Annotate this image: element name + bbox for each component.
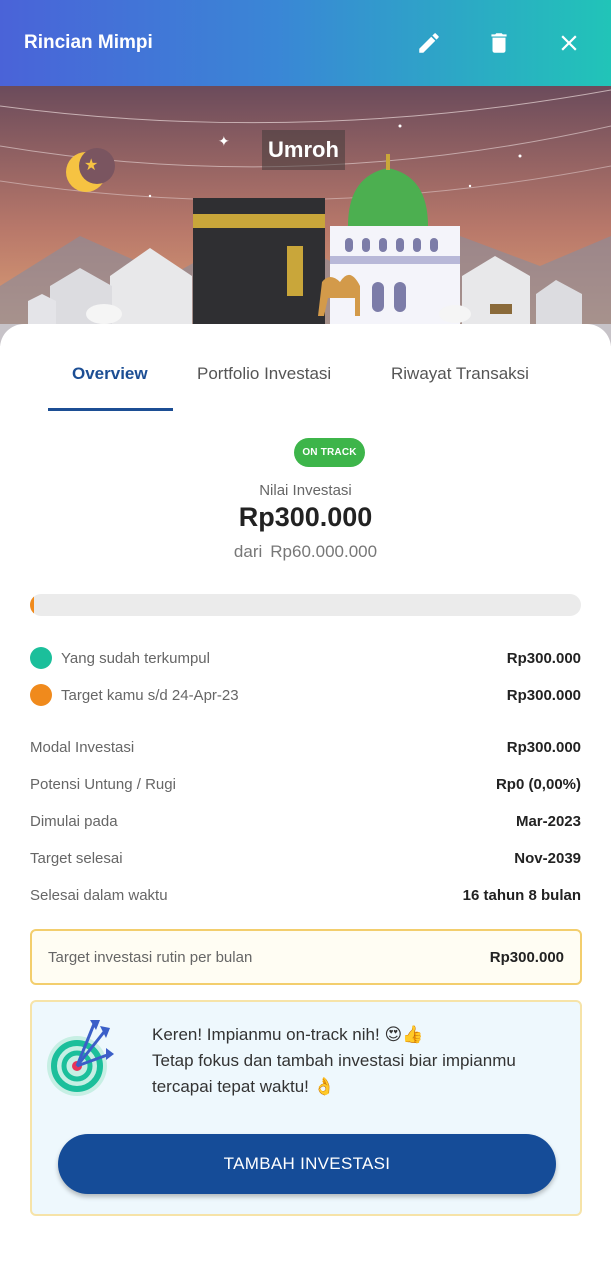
trash-icon <box>486 30 512 56</box>
target-prefix: dari <box>233 542 263 561</box>
page-title: Rincian Mimpi <box>24 32 153 53</box>
target-dot-icon <box>30 684 52 706</box>
close-button[interactable] <box>551 25 587 61</box>
target-icon <box>44 1016 114 1098</box>
detail-label: Modal Investasi <box>30 738 135 756</box>
detail-value: 16 tahun 8 bulan <box>462 886 581 904</box>
detail-row-dimulai <box>30 809 581 833</box>
detail-sheet <box>0 324 611 1280</box>
target-amount: Rp60.000.000 <box>270 542 378 561</box>
motivation-line-1: Keren! Impianmu on-track nih! 😍👍 <box>152 1025 424 1044</box>
hero-banner <box>0 86 611 346</box>
svg-text:✦: ✦ <box>218 134 230 150</box>
detail-value: Nov-2039 <box>514 849 581 867</box>
investment-target <box>0 542 611 562</box>
edit-button[interactable] <box>411 25 447 61</box>
app-bar <box>0 0 611 86</box>
motivation-line-2: Tetap fokus dan tambah investasi biar impianmu tercapai tepat waktu! 👌 <box>152 1051 516 1096</box>
detail-label: Target selesai <box>30 849 123 867</box>
tab-overview[interactable]: Overview <box>72 364 148 383</box>
detail-value: Rp0 (0,00%) <box>495 775 581 793</box>
monthly-label: Target investasi rutin per bulan <box>48 948 253 966</box>
detail-row-modal <box>30 735 581 759</box>
umroh-illustration <box>0 86 611 346</box>
tab-bar <box>0 324 611 414</box>
legend-value: Rp300.000 <box>506 649 581 667</box>
investment-value: Rp300.000 <box>238 502 373 532</box>
detail-label: Potensi Untung / Rugi <box>30 775 176 793</box>
close-icon <box>556 30 582 56</box>
detail-row-durasi <box>30 883 581 907</box>
detail-row-target-selesai <box>30 846 581 870</box>
legend-label: Yang sudah terkumpul <box>61 649 210 667</box>
tab-riwayat-transaksi[interactable]: Riwayat Transaksi <box>391 364 529 383</box>
detail-row-potensi <box>30 772 581 796</box>
legend-label: Target kamu s/d 24-Apr-23 <box>61 686 239 704</box>
motivation-card <box>30 1000 582 1216</box>
active-tab-indicator <box>48 408 173 411</box>
tab-portfolio-investasi[interactable]: Portfolio Investasi <box>197 364 332 383</box>
dream-title: Umroh <box>262 130 345 170</box>
detail-value: Rp300.000 <box>506 738 581 756</box>
detail-label: Dimulai pada <box>30 812 118 830</box>
status-badge: ON TRACK <box>294 438 365 467</box>
legend-row-collected <box>30 646 581 670</box>
detail-value: Mar-2023 <box>515 812 581 830</box>
legend-row-target <box>30 683 581 707</box>
progress-bar <box>30 594 581 616</box>
monthly-target-box <box>30 929 582 985</box>
delete-button[interactable] <box>481 25 517 61</box>
legend-value: Rp300.000 <box>506 686 581 704</box>
progress-fill <box>30 594 34 616</box>
detail-label: Selesai dalam waktu <box>30 886 168 904</box>
monthly-value: Rp300.000 <box>489 948 564 966</box>
motivation-text <box>152 1022 572 1100</box>
svg-text:★: ★ <box>84 155 99 174</box>
collected-dot-icon <box>30 647 52 669</box>
add-investment-button[interactable]: TAMBAH INVESTASI <box>58 1134 556 1194</box>
investment-label: Nilai Investasi <box>259 482 352 499</box>
pencil-icon <box>416 30 442 56</box>
